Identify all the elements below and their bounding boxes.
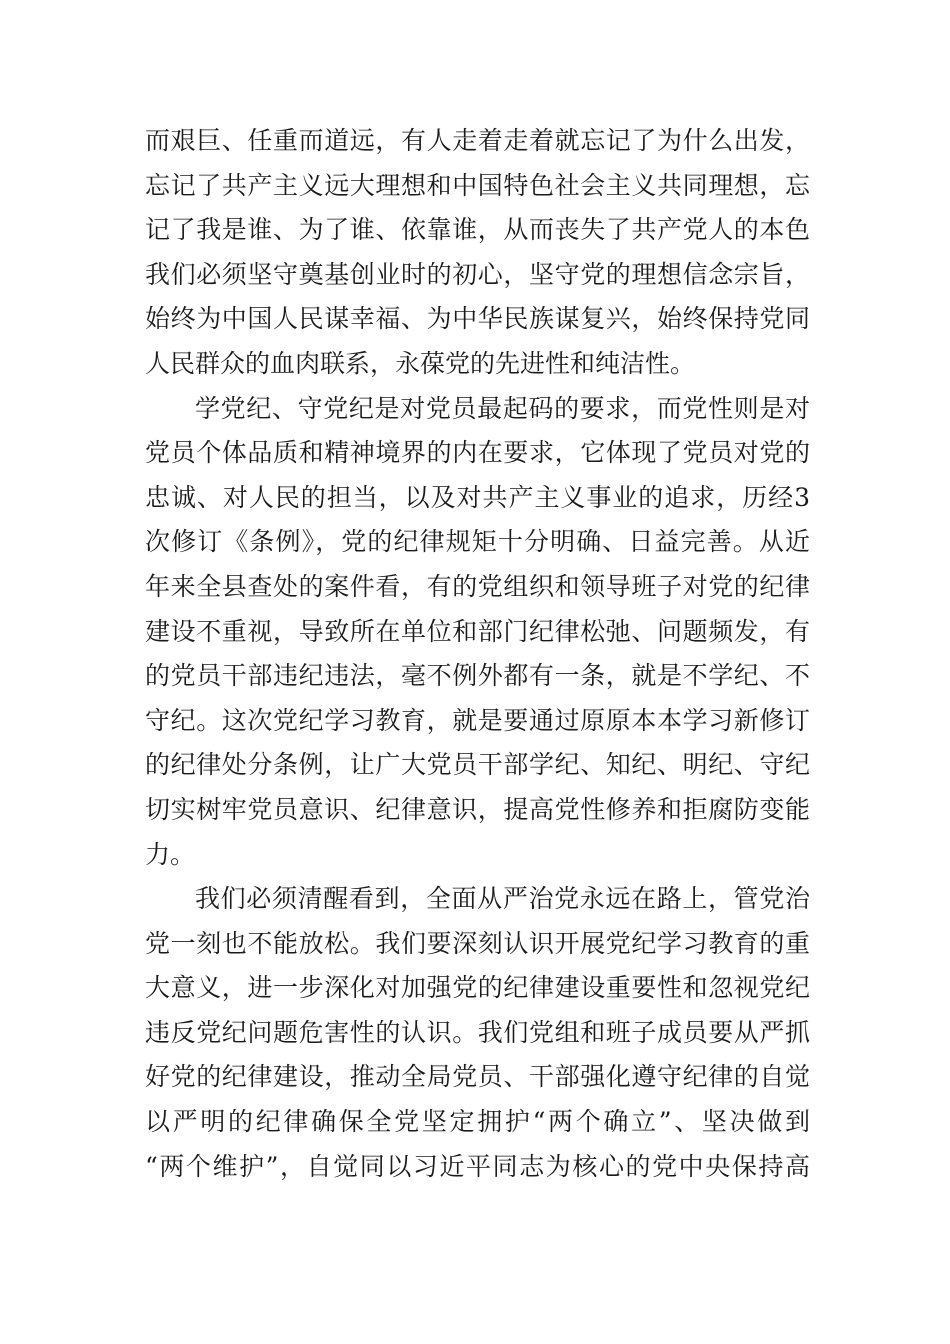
text-line: 忠诚、对人民的担当，以及对共产主义事业的追求，历经3	[145, 482, 810, 512]
text-line: 以严明的纪律确保全党坚定拥护“两个确立”、坚决做到	[145, 1107, 810, 1137]
text-line: 而艰巨、任重而道远，有人走着走着就忘记了为什么出发，	[145, 126, 810, 155]
text-line: 始终为中国人民谋幸福、为中华民族谋复兴，始终保持党同	[145, 304, 810, 334]
text-line: 学党纪、守党纪是对党员最起码的要求，而党性则是对	[195, 393, 810, 423]
text-line: 次修订《条例》，党的纪律规矩十分明确、日益完善。从近	[145, 527, 810, 557]
text-line: 党员个体品质和精神境界的内在要求，它体现了党员对党的	[145, 438, 810, 468]
text-line: 大意义，进一步深化对加强党的纪律建设重要性和忽视党纪	[145, 973, 810, 1003]
text-line: 记了我是谁、为了谁、依靠谁，从而丧失了共产党人的本色	[145, 215, 810, 245]
text-line: 好党的纪律建设，推动全局党员、干部强化遵守纪律的自觉	[145, 1062, 810, 1092]
text-line: 年来全县查处的案件看，有的党组织和领导班子对党的纪律	[145, 571, 810, 601]
text-line: 忘记了共产主义远大理想和中国特色社会主义共同理想，忘	[145, 170, 810, 200]
text-line: 守纪。这次党纪学习教育，就是要通过原原本本学习新修订	[145, 705, 810, 735]
document-body	[145, 119, 810, 1189]
text-line: 切实树牢党员意识、纪律意识，提高党性修养和拒腐防变能	[145, 794, 810, 824]
text-line: 我们必须坚守奠基创业时的初心，坚守党的理想信念宗旨，	[145, 259, 810, 289]
text-line: 的党员干部违纪违法，毫不例外都有一条，就是不学纪、不	[145, 661, 810, 691]
text-line: 力。	[145, 839, 196, 869]
text-line: 建设不重视，导致所在单位和部门纪律松弛、问题频发，有	[145, 616, 810, 646]
text-line: 人民群众的血肉联系，永葆党的先进性和纯洁性。	[145, 348, 696, 378]
text-line: 的纪律处分条例，让广大党员干部学纪、知纪、明纪、守纪	[145, 750, 810, 780]
text-line: “两个维护”，自觉同以习近平同志为核心的党中央保持高	[145, 1151, 810, 1181]
text-line: 违反党纪问题危害性的认识。我们党组和班子成员要从严抓	[145, 1017, 810, 1047]
text-line: 我们必须清醒看到，全面从严治党永远在路上，管党治	[195, 884, 810, 914]
text-line: 党一刻也不能放松。我们要深刻认识开展党纪学习教育的重	[145, 928, 810, 958]
